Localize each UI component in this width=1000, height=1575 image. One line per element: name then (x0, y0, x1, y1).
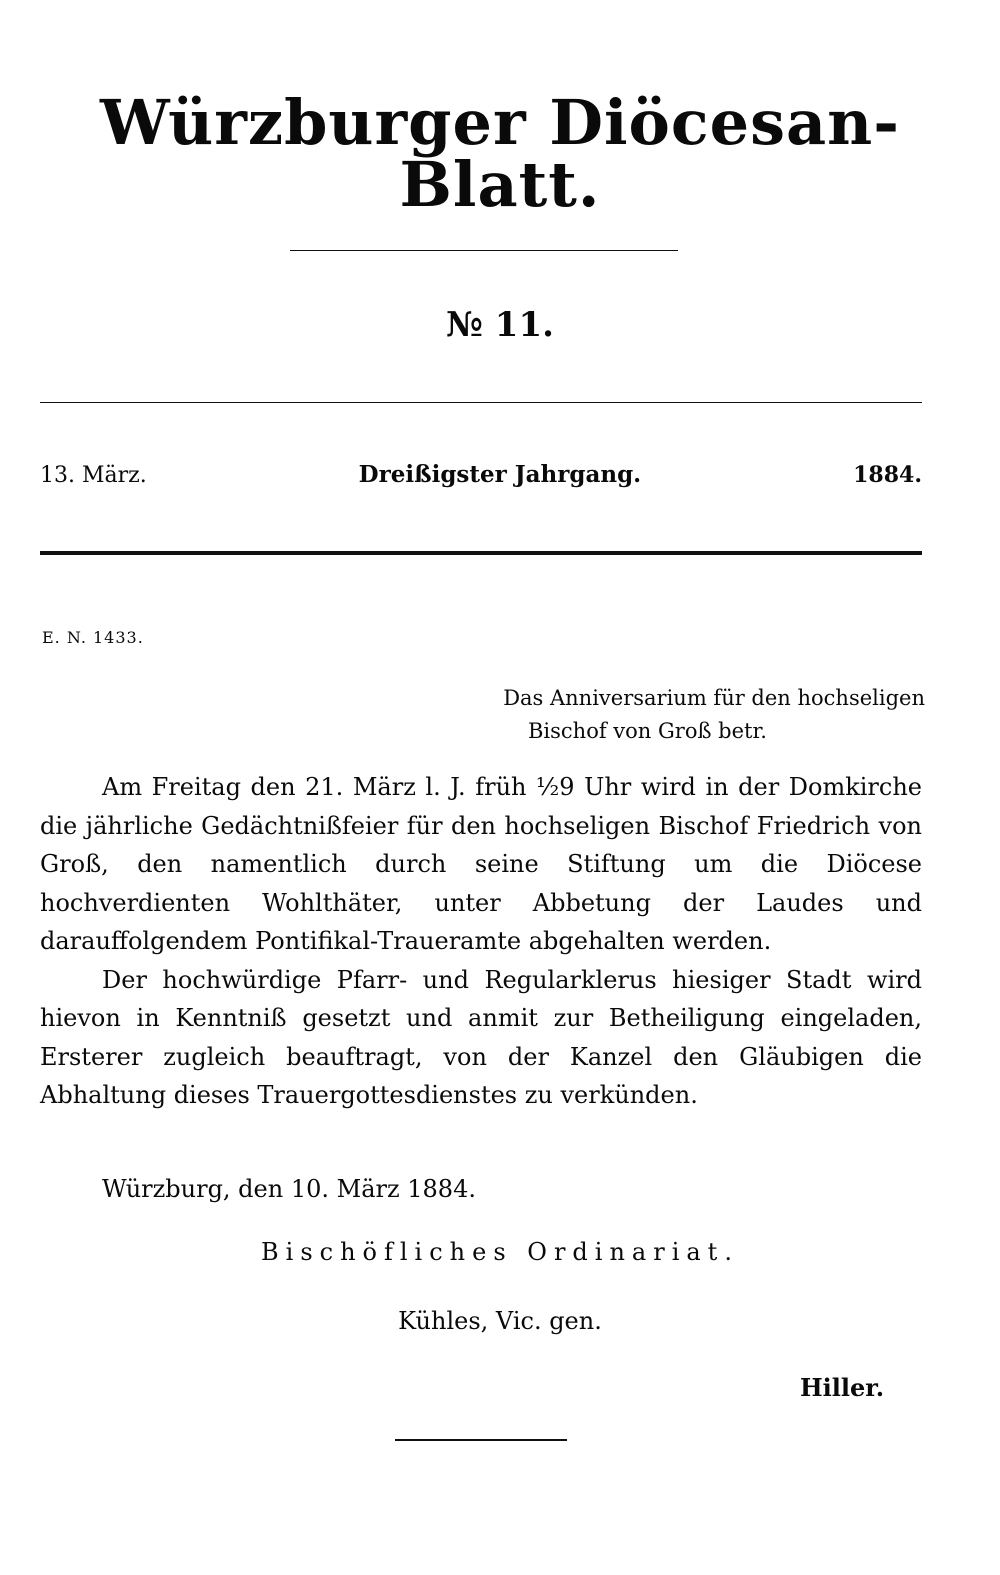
subject-line-2: Bischof von Groß betr. (528, 719, 767, 743)
subject-line-1: Das Anniversarium für den hochseligen (503, 686, 925, 710)
divider-thin (40, 402, 922, 403)
subject-heading (500, 682, 925, 748)
reference-number: E. N. 1433. (42, 628, 144, 647)
announcement-body (40, 768, 922, 1115)
issue-year: 1884. (853, 462, 922, 488)
dateline (40, 461, 922, 488)
countersignature: Hiller. (800, 1373, 885, 1402)
divider-thick (40, 551, 922, 555)
paragraph-2: Der hochwürdige Pfarr- und Regularklerus hiesiger Stadt wird hievon in Kenntniß gesetzt und anmit zur Betheiligung eingeladen, Ersterer zugleich beauftragt, von der Kanzel den Gläubigen die Abhaltung dieses Trauergottesdienstes zu verkünden. (40, 965, 922, 1109)
paragraph-1: Am Freitag den 21. März l. J. früh ½9 Uhr wird in der Domkirche die jährliche Gedächtnißfeier für den hochseligen Bischof Friedrich von Groß, den namentlich durch seine Stiftung um die Diöcese hochverdienten Wohlthäter, unter Abbetung der Laudes und darauffolgendem Pontifikal-Traueramte abgehalten werden. (40, 773, 922, 955)
issue-number: № 11. (446, 305, 554, 345)
place-and-date: Würzburg, den 10. März 1884. (102, 1175, 476, 1203)
volume-label: Dreißigster Jahrgang. (358, 461, 642, 488)
issuing-authority: Bischöfliches Ordinariat. (261, 1238, 739, 1266)
signatory: Kühles, Vic. gen. (398, 1307, 602, 1335)
divider-short (290, 250, 678, 251)
masthead-title: Würzburger Diöcesan-Blatt. (100, 86, 900, 221)
issue-date: 13. März. (40, 463, 147, 488)
end-divider (395, 1439, 567, 1441)
